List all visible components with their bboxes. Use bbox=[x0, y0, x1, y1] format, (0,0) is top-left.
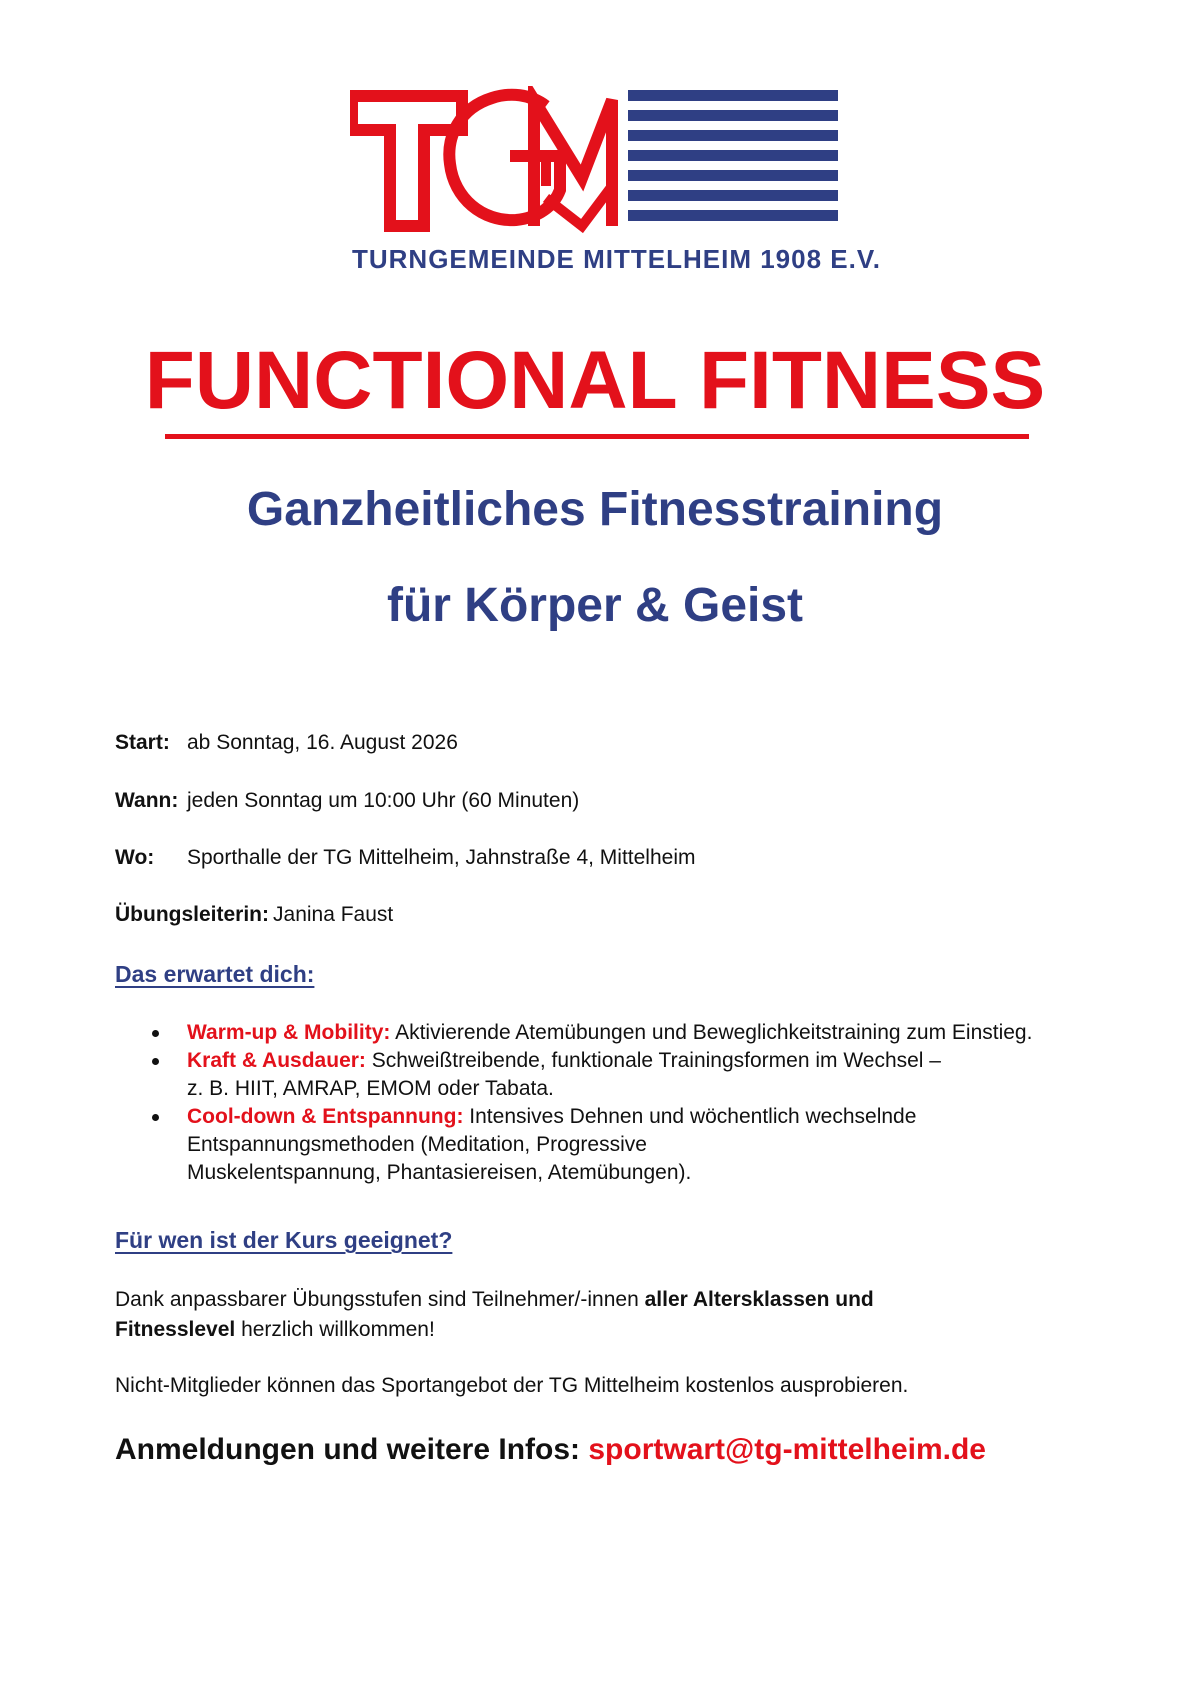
info-start bbox=[115, 731, 458, 754]
tgm-logo-graphic bbox=[350, 86, 840, 236]
item-text: z. B. HIIT, AMRAP, EMOM oder Tabata. bbox=[187, 1077, 554, 1100]
subtitle-line-1: Ganzheitliches Fitnesstraining bbox=[246, 483, 944, 536]
item-term: Cool-down & Entspannung: bbox=[187, 1105, 464, 1128]
subtitle-line-2: für Körper & Geist bbox=[386, 579, 804, 632]
list-item bbox=[115, 1047, 1175, 1103]
item-term: Warm-up & Mobility: bbox=[187, 1021, 391, 1044]
contact-email-link[interactable]: sportwart@tg-mittelheim.de bbox=[588, 1433, 986, 1466]
item-text: Aktivierende Atemübungen und Beweglichkeitstraining zum Einstieg. bbox=[395, 1021, 1033, 1044]
title-underline bbox=[165, 434, 1029, 439]
wann-label: Wann: bbox=[115, 789, 179, 812]
item-text: Intensives Dehnen und wöchentlich wechselnde bbox=[469, 1105, 917, 1128]
wo-value: Sporthalle der TG Mittelheim, Jahnstraße 4, Mittelheim bbox=[187, 846, 696, 869]
item-term: Kraft & Ausdauer: bbox=[187, 1049, 366, 1072]
start-label: Start: bbox=[115, 731, 170, 754]
target-text: herzlich willkommen! bbox=[235, 1318, 435, 1341]
info-wann bbox=[115, 789, 580, 812]
contact-line bbox=[115, 1435, 986, 1465]
expect-heading: Das erwartet dich: bbox=[115, 961, 315, 987]
item-text: Schweißtreibende, funktionale Trainingsformen im Wechsel – bbox=[371, 1049, 941, 1072]
contact-label: Anmeldungen und weitere Infos: bbox=[115, 1433, 589, 1466]
bullet-icon bbox=[152, 1030, 159, 1037]
info-leitung bbox=[115, 904, 393, 925]
bullet-icon bbox=[152, 1114, 159, 1121]
start-value: ab Sonntag, 16. August 2026 bbox=[187, 731, 458, 754]
info-wo bbox=[115, 846, 696, 869]
page-title: FUNCTIONAL FITNESS bbox=[144, 335, 1046, 426]
wo-label: Wo: bbox=[115, 846, 155, 869]
target-paragraph bbox=[115, 1285, 874, 1345]
leitung-value: Janina Faust bbox=[273, 903, 394, 926]
club-name: TURNGEMEINDE MITTELHEIM 1908 E.V. bbox=[352, 244, 882, 274]
target-heading: Für wen ist der Kurs geeignet? bbox=[115, 1227, 453, 1253]
bullet-icon bbox=[152, 1058, 159, 1065]
item-text: Entspannungsmethoden (Meditation, Progressive bbox=[187, 1133, 647, 1156]
target-emphasis: Fitnesslevel bbox=[115, 1318, 236, 1341]
item-text: Muskelentspannung, Phantasiereisen, Atemübungen). bbox=[187, 1161, 692, 1184]
list-item bbox=[115, 1019, 1175, 1047]
target-emphasis: aller Altersklassen und bbox=[644, 1288, 874, 1311]
non-member-note: Nicht-Mitglieder können das Sportangebot der TG Mittelheim kostenlos ausprobieren. bbox=[115, 1374, 909, 1397]
wann-value: jeden Sonntag um 10:00 Uhr (60 Minuten) bbox=[187, 789, 580, 812]
target-text: Dank anpassbarer Übungsstufen sind Teilnehmer/-innen bbox=[115, 1288, 645, 1311]
expect-list bbox=[115, 1019, 1175, 1187]
club-logo bbox=[350, 86, 882, 286]
list-item bbox=[115, 1103, 1175, 1187]
leitung-label: Übungsleiterin: bbox=[115, 903, 270, 926]
